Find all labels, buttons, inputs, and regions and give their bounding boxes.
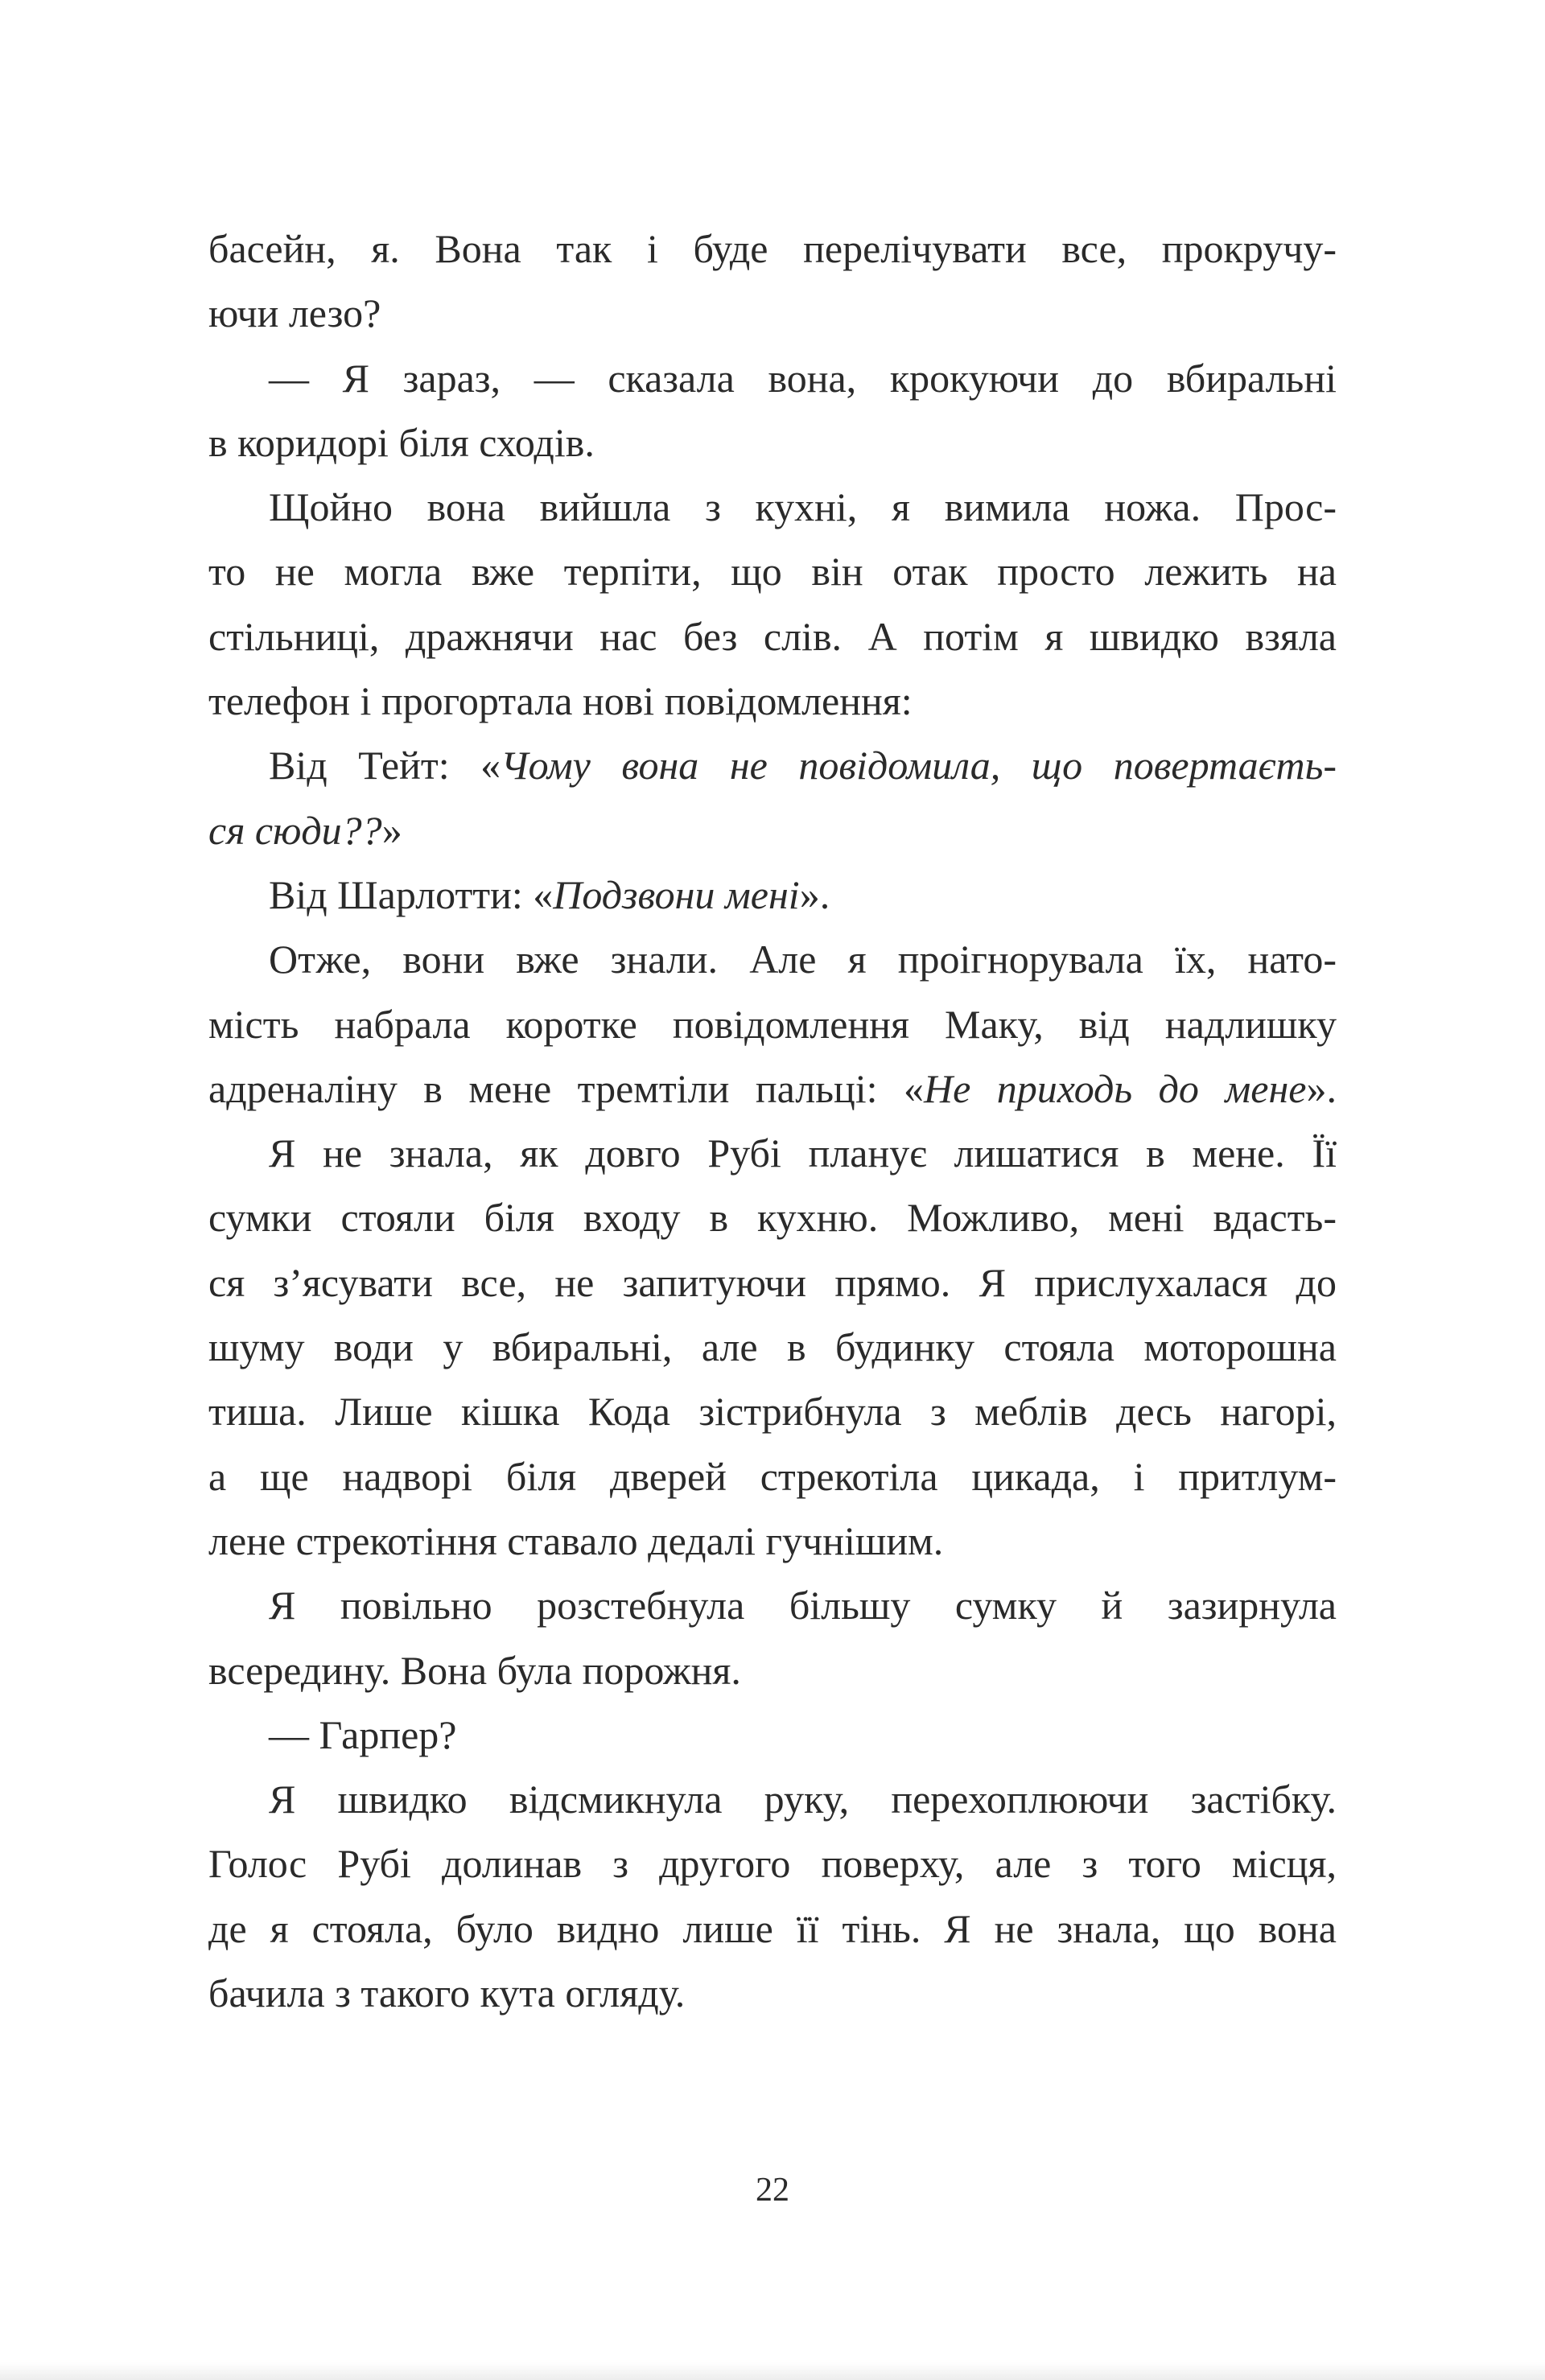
text-line [208, 1896, 1337, 1961]
text-line [208, 1509, 1337, 1573]
text-line [208, 798, 1337, 863]
text-line [208, 992, 1337, 1056]
text-segment: лене стрекотіння ставало дедалі гучнішим. [208, 1517, 944, 1563]
text-line [208, 604, 1337, 669]
text-line [208, 1573, 1337, 1637]
text-line [208, 1121, 1337, 1185]
text-segment: ». [799, 871, 830, 917]
text-line [208, 1703, 1337, 1767]
text-segment: телефон і прогортала нові повідомлення: [208, 678, 913, 724]
text-line [208, 1379, 1337, 1443]
text-line [208, 733, 1337, 797]
text-segment: Щойно вона вийшла з кухні, я вимила ножа. Прос- [269, 484, 1337, 530]
text-segment: в коридорі біля сходів. [208, 419, 595, 465]
text-segment: ». [1306, 1065, 1337, 1111]
text-segment: Я швидко відсмикнула руку, перехоплюючи застібку. [269, 1777, 1337, 1822]
italic-quote: ся сюди?? [208, 807, 382, 853]
text-line [208, 1638, 1337, 1703]
text-segment: Від Тейт: « [269, 743, 501, 789]
text-line [208, 1961, 1337, 2025]
text-segment: — Гарпер? [269, 1711, 457, 1757]
text-segment: — Я зараз, — сказала вона, крокуючи до вбиральні [269, 355, 1337, 401]
text-segment: всередину. Вона була порожня. [208, 1647, 741, 1693]
text-line [208, 1056, 1337, 1121]
italic-quote: Подзвони мені [553, 871, 800, 917]
text-segment: ючи лезо? [208, 290, 381, 336]
text-line [208, 346, 1337, 410]
text-segment: тиша. Лише кішка Кода зістрибнула з меблів десь нагорі, [208, 1389, 1337, 1435]
body-text [208, 216, 1337, 2025]
text-line [208, 216, 1337, 281]
text-segment: мість набрала коротке повідомлення Маку, від надлишку [208, 1001, 1337, 1047]
text-segment: то не могла вже терпіти, що він отак просто лежить на [208, 549, 1337, 595]
text-segment: ся з’ясувати все, не запитуючи прямо. Я прислухалася до [208, 1259, 1337, 1305]
text-segment: а ще надворі біля дверей стрекотіла цикада, і притлум- [208, 1453, 1337, 1499]
text-segment: де я стояла, було видно лише її тінь. Я не знала, що вона [208, 1905, 1337, 1951]
page-number: 22 [756, 2172, 789, 2209]
bottom-edge [0, 2362, 1545, 2380]
text-line [208, 1250, 1337, 1315]
text-line [208, 1444, 1337, 1509]
text-line [208, 927, 1337, 991]
text-line [208, 1767, 1337, 1831]
text-segment: Голос Рубі долинав з другого поверху, але з того місця, [208, 1841, 1337, 1887]
text-line [208, 863, 1337, 927]
text-line [208, 669, 1337, 733]
italic-quote: Не приходь до мене [924, 1065, 1307, 1111]
text-line [208, 1185, 1337, 1250]
text-segment: Я повільно розстебнула більшу сумку й зазирнула [269, 1583, 1337, 1629]
text-line [208, 539, 1337, 603]
text-line [208, 1315, 1337, 1379]
text-segment: бачила з такого кута огляду. [208, 1970, 686, 2016]
text-line [208, 410, 1337, 475]
text-segment: сумки стояли біля входу в кухню. Можливо, мені вдасть- [208, 1195, 1337, 1241]
text-segment: адреналіну в мене тремтіли пальці: « [208, 1065, 925, 1111]
text-segment: Отже, вони вже знали. Але я проігнорувала їх, нато- [269, 937, 1337, 982]
text-line [208, 281, 1337, 345]
text-segment: Я не знала, як довго Рубі планує лишатися в мене. Її [269, 1130, 1337, 1176]
text-segment: басейн, я. Вона так і буде перелічувати все, прокручу- [208, 226, 1337, 271]
text-line [208, 1831, 1337, 1896]
text-segment: Від Шарлотти: « [269, 871, 554, 917]
italic-quote: Чому вона не повідомила, що повертаєть- [501, 743, 1337, 789]
text-line [208, 475, 1337, 539]
text-segment: » [381, 807, 402, 853]
text-segment: стільниці, дражнячи нас без слів. А потім я швидко взяла [208, 613, 1337, 659]
text-segment: шуму води у вбиральні, але в будинку стояла моторошна [208, 1324, 1337, 1370]
